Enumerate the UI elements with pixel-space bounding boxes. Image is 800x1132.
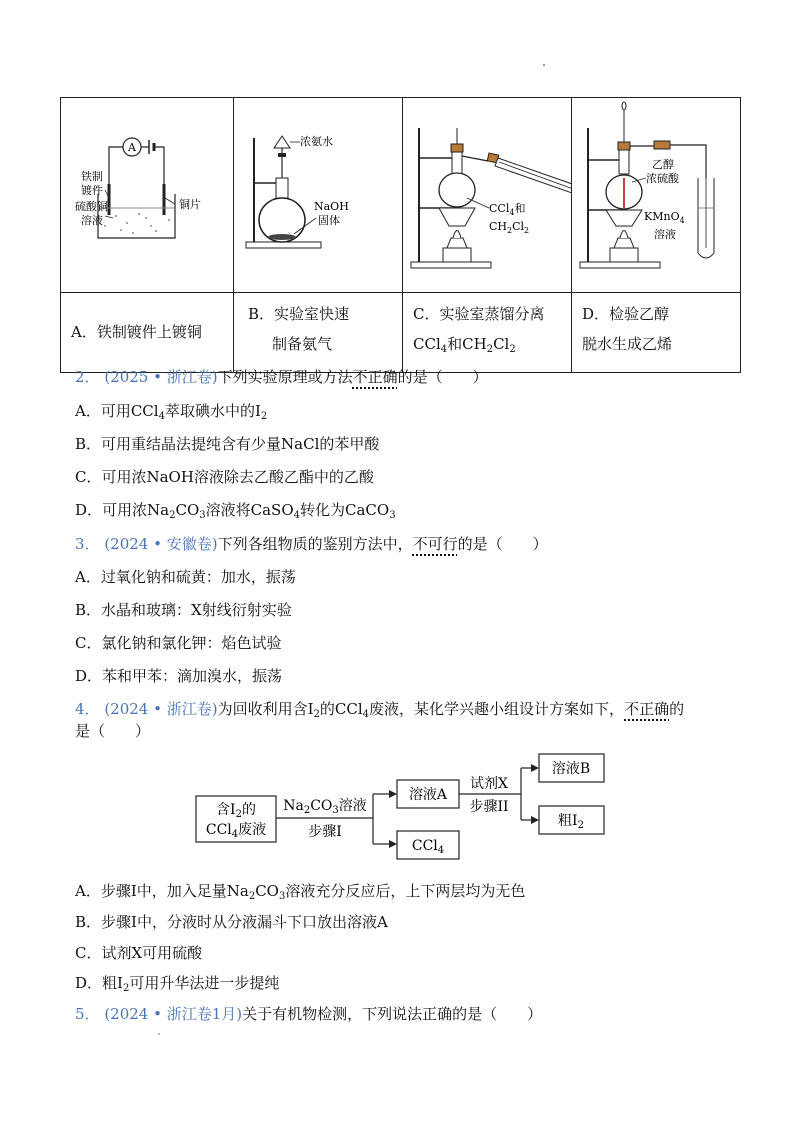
question-4-option-c[interactable]: C．试剂X可用硫酸 [75,944,203,962]
solid-label: 固体 [318,214,340,227]
flow-solution-b: 溶液B [551,761,591,777]
question-4-stem: 4． (2024 • 浙江卷)为回收利用含$I_2$的CCl$_4$废液，某化学兴趣小组设计方案如下，不正确的 [75,700,685,720]
flow-start-line2: CCl$_4$废液 [205,822,267,840]
electroplating-apparatus [61,98,233,288]
figure-d-cell [572,98,741,293]
ethanol-label: 乙醇 [652,158,674,171]
flow-start-line1: 含$I_2$的 [216,802,256,820]
apparatus-table [60,97,741,373]
question-3-option-a[interactable]: A．过氧化钠和硫黄：加水，振荡 [75,568,296,586]
naoh-label: NaOH [314,200,349,213]
flow-reagent-x: 试剂X [470,776,508,792]
ammeter-label: A [128,141,136,154]
ethylene-apparatus [572,98,740,288]
flow-ccl4: CCl$_4$ [411,838,445,856]
flow-step-1: 步骤I [308,824,342,840]
emphasis-text: 不正确 [352,368,398,386]
emphasis-text: 不可行 [412,535,458,553]
emphasis-text: 不正确 [624,700,670,718]
question-4-stem-line2: 是（ ） [75,722,151,740]
iron-label-1: 铁制 [81,170,103,183]
flow-crude-iodine: 粗$I_2$ [558,813,584,831]
ammonia-apparatus [234,98,402,288]
question-4-number: 4． [75,700,100,718]
figure-b-cell [234,98,403,293]
question-3-option-d[interactable]: D．苯和甲苯：滴加溴水，振荡 [75,667,283,685]
question-5-source: (2024 • 浙江卷1月) [104,1005,243,1023]
caption-b: B．实验室快速 制备氨气 [234,293,403,373]
figure-a-cell [61,98,234,293]
recovery-flowchart [195,748,620,868]
question-4-option-b[interactable]: B．步骤I中，分液时从分液漏斗下口放出溶液A [75,913,388,931]
ch2cl2-label: $CH_2Cl_2$ [489,220,530,235]
question-2-option-a[interactable]: A．可用CCl$_4$萃取碘水中的$I_2$ [75,402,268,422]
caption-d: D．检验乙醇 脱水生成乙烯 [572,293,741,373]
question-5-number: 5． [75,1005,100,1023]
kmno4-solution-label: 溶液 [654,228,676,241]
question-3-source: (2024 • 安徽卷) [104,535,218,553]
ccl4-label: CCl$_4$和 [489,202,526,217]
question-3-option-b[interactable]: B．水晶和玻璃：X射线衍射实验 [75,601,292,619]
question-2-source: (2025 • 浙江卷) [104,368,218,386]
iron-label-2: 镀件 [81,184,103,197]
solution-label-2: 溶液 [81,214,103,227]
solution-label-1: 硫酸铜 [75,200,108,213]
question-2-option-b[interactable]: B．可用重结晶法提纯含有少量NaCl的苯甲酸 [75,435,380,453]
flow-solution-a: 溶液A [408,787,448,803]
distillation-apparatus [403,98,571,288]
question-5-stem: 5． (2024 • 浙江卷1月)关于有机物检测，下列说法正确的是（ ） [75,1005,543,1023]
acid-label: 浓硫酸 [646,172,679,185]
question-4-source: (2024 • 浙江卷) [104,700,218,718]
caption-a: A．铁制镀件上镀铜 [61,293,234,373]
page-mark-bottom [158,1033,160,1035]
ammonia-label: 浓氨水 [300,135,333,148]
arrow-to-ccl4 [389,840,397,848]
question-3-number: 3． [75,535,100,553]
question-3-stem: 3． (2024 • 安徽卷)下列各组物质的鉴别方法中，不可行的是（ ） [75,535,548,553]
flow-step-2: 步骤II [469,799,509,815]
caption-c: C．实验室蒸馏分离 CCl$_4$和$CH_2Cl_2$ [403,293,572,373]
question-4-option-a[interactable]: A．步骤I中，加入足量$Na_2CO_3$溶液充分反应后，上下两层均为无色 [75,882,526,902]
arrow-to-solution-b [531,764,539,772]
kmno4-label: KMnO$_4$ [644,210,685,225]
question-2-option-d[interactable]: D．可用浓$Na_2CO_3$溶液将CaSO$_4$转化为CaCO$_3$ [75,501,396,521]
flow-reagent-1: $Na_2CO_3$溶液 [283,798,367,816]
question-3-option-c[interactable]: C．氯化钠和氯化钾：焰色试验 [75,634,282,652]
question-4-option-d[interactable]: D．粗$I_2$可用升华法进一步提纯 [75,974,280,994]
page-mark [543,64,545,66]
arrow-to-solution-a [389,790,397,798]
question-2-option-c[interactable]: C．可用浓NaOH溶液除去乙酸乙酯中的乙酸 [75,468,374,486]
question-2-stem: 2． (2025 • 浙江卷)下列实验原理或方法不正确的是（ ） [75,368,488,386]
figure-c-cell [403,98,572,293]
question-2-number: 2． [75,368,100,386]
copper-label: 铜片 [179,198,201,211]
arrow-to-crude-iodine [531,816,539,824]
